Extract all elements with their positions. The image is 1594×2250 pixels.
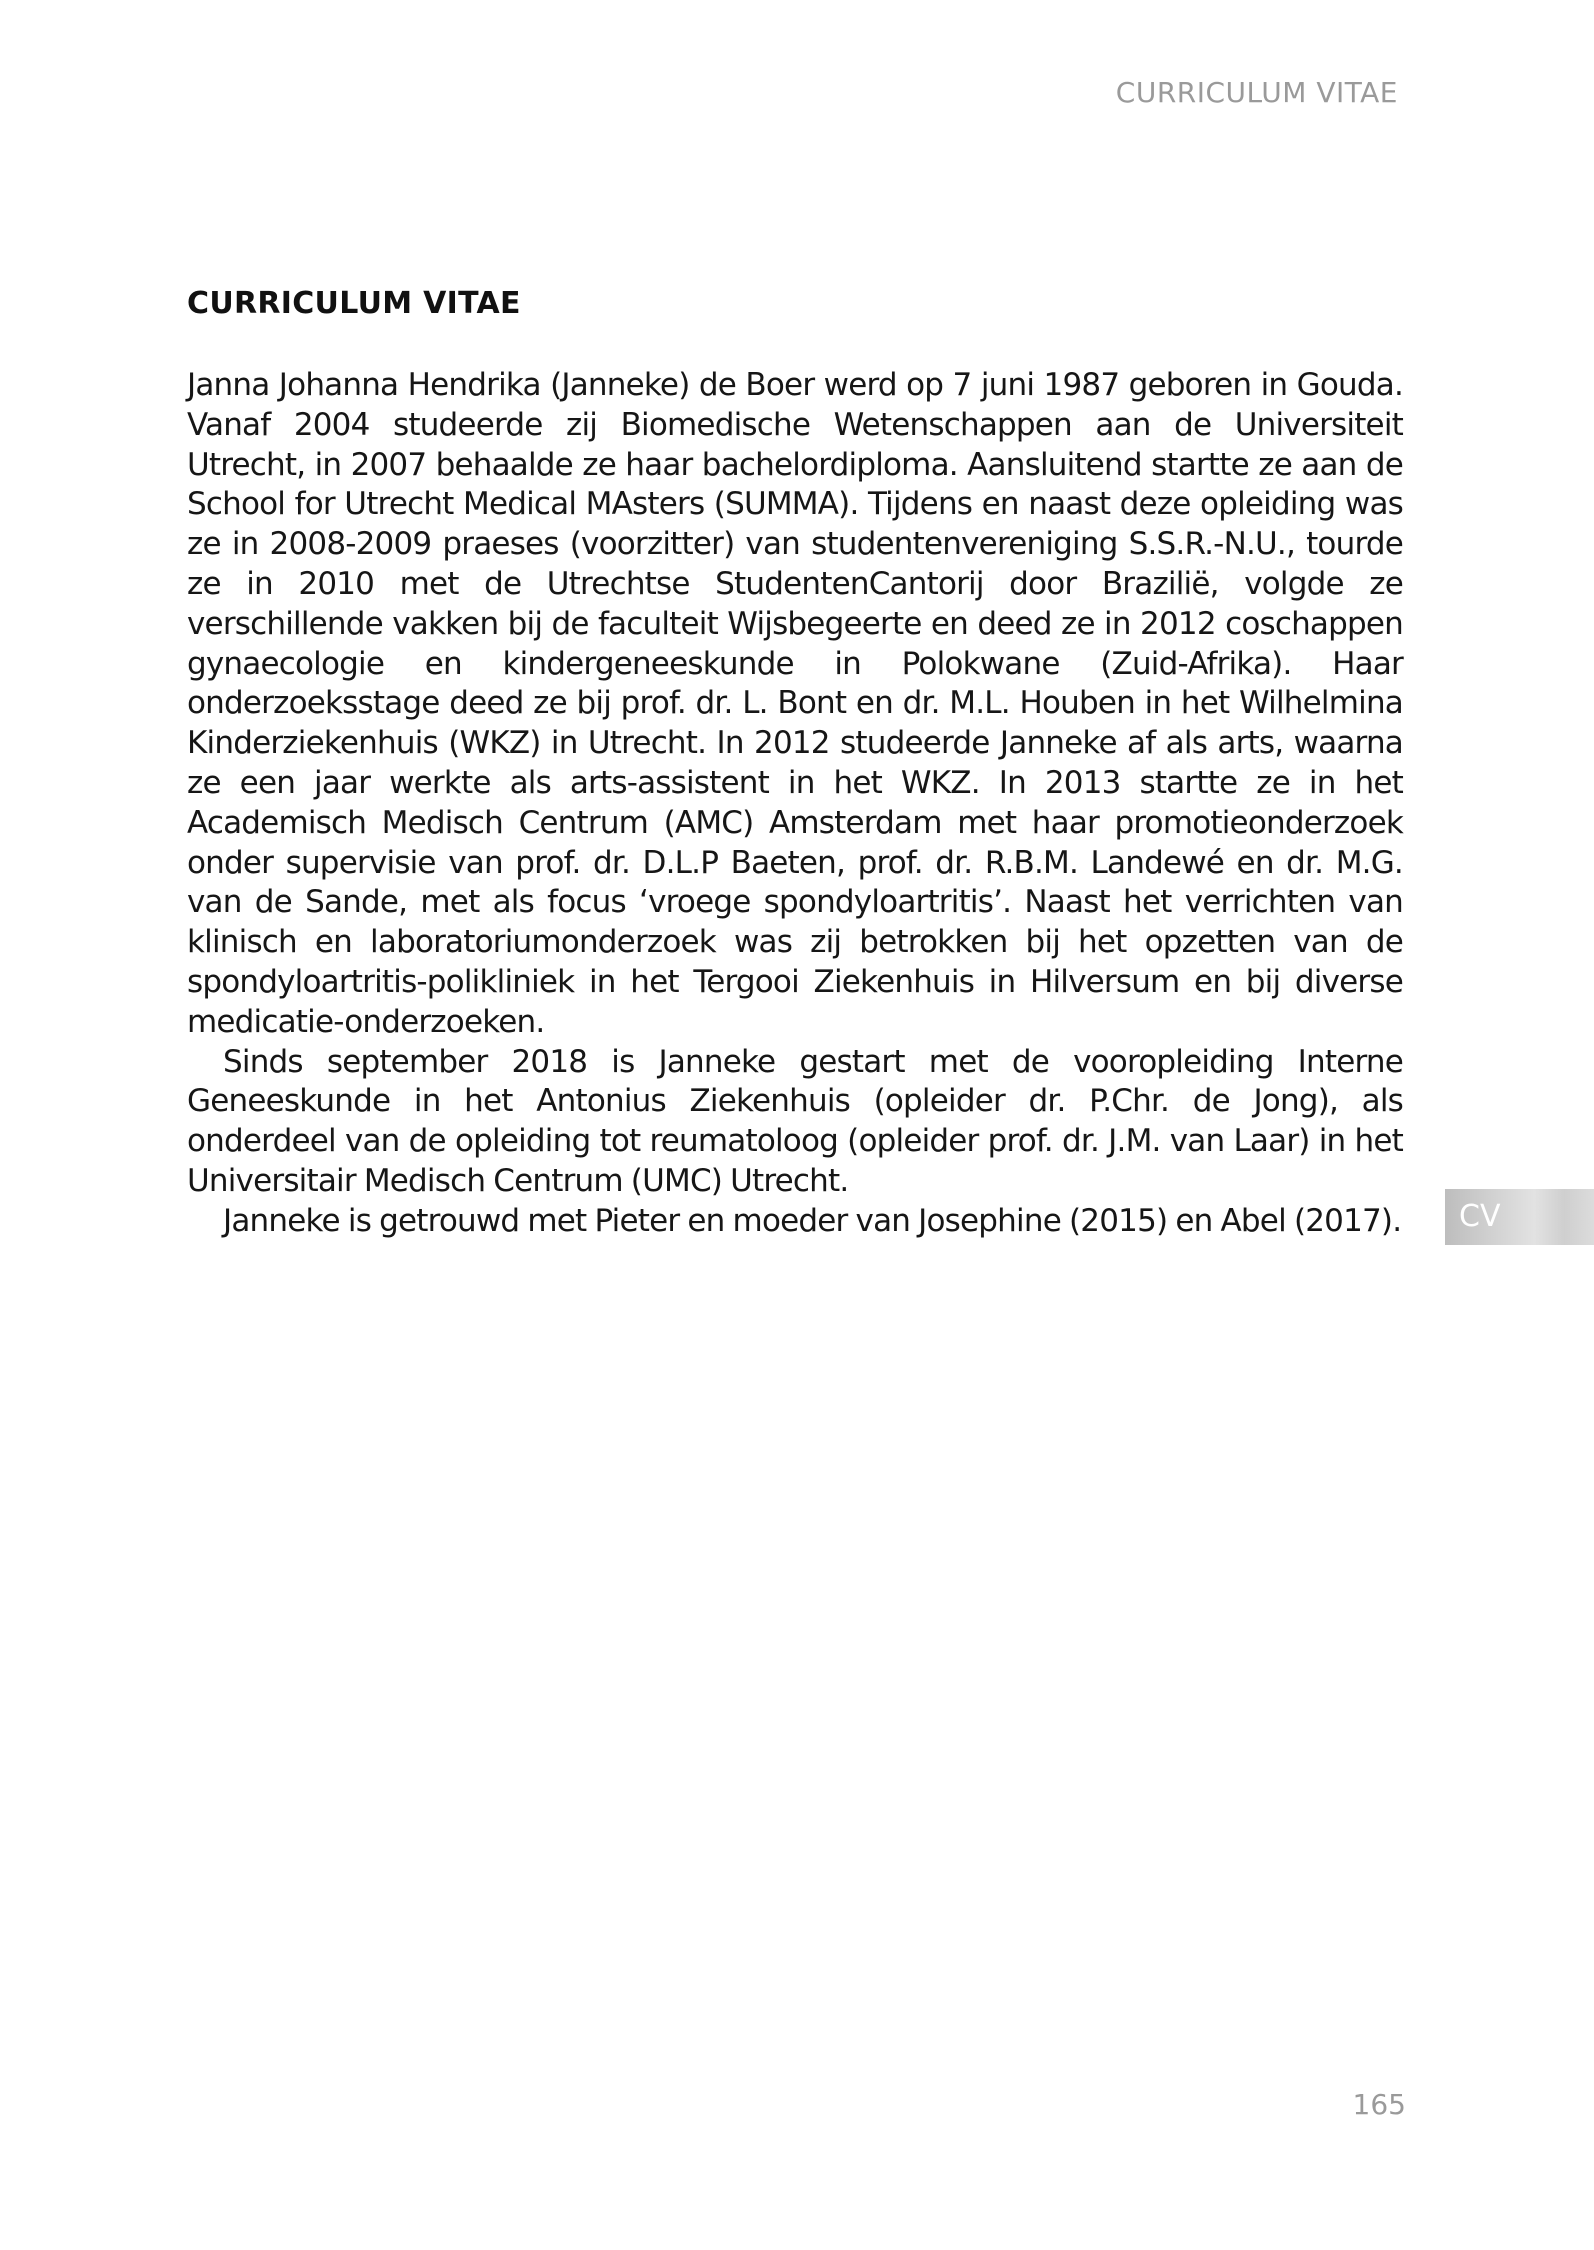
cv-body	[187, 366, 1403, 1242]
cv-paragraph-education: Janna Johanna Hendrika (Janneke) de Boer werd op 7 juni 1987 geboren in Gouda. Vanaf 2004 studeerde zij Biomedische Wetenschappen aan de Universiteit Utrecht, in 2007 behaalde ze haar bachelordiploma. Aansluitend startte ze aan de School for Utrecht Medical MAsters (SUMMA). Tijdens en naast deze opleiding was ze in 2008-2009 praeses (voorzitter) van studentenvereniging S.S.R.-N.U., tourde ze in 2010 met de Utrechtse StudentenCantorij door Brazilië, volgde ze verschillende vakken bij de faculteit Wijsbegeerte en deed ze in 2012 coschappen gynaecologie en kindergeneeskunde in Polokwane (Zuid-Afrika). Haar onderzoeksstage deed ze bij prof. dr. L. Bont en dr. M.L. Houben in het Wilhelmina Kinderziekenhuis (WKZ) in Utrecht. In 2012 studeerde Janneke af als arts, waarna ze een jaar werkte als arts-assistent in het WKZ. In 2013 startte ze in het Academisch Medisch Centrum (AMC) Amsterdam met haar promotieonderzoek onder supervisie van prof. dr. D.L.P Baeten, prof. dr. R.B.M. Landewé en dr. M.G. van de Sande, met als focus ‘vroege spondyloartritis’. Naast het verrichten van klinisch en laboratoriumonderzoek was zij betrokken bij het opzetten van de spondyloartritis-polikliniek in het Tergooi Ziekenhuis in Hilversum en bij diverse medicatie-onderzoeken.	[187, 367, 1403, 1040]
page-number: 165	[1352, 2088, 1406, 2121]
cv-section-tab	[1445, 1189, 1594, 1245]
cv-paragraph-career: Sinds september 2018 is Janneke gestart met de vooropleiding Interne Geneeskunde in het Antonius Ziekenhuis (opleider dr. P.Chr. de Jong), als onderdeel van de opleiding tot reumatoloog (opleider prof. dr. J.M. van Laar) in het Universitair Medisch Centrum (UMC) Utrecht.	[187, 1043, 1403, 1199]
cv-section-tab-label: CV	[1459, 1199, 1501, 1234]
cv-paragraph-personal: Janneke is getrouwd met Pieter en moeder van Josephine (2015) en Abel (2017).	[223, 1202, 1402, 1239]
page-title: CURRICULUM VITAE	[187, 286, 521, 321]
running-header: CURRICULUM VITAE	[1115, 76, 1398, 109]
